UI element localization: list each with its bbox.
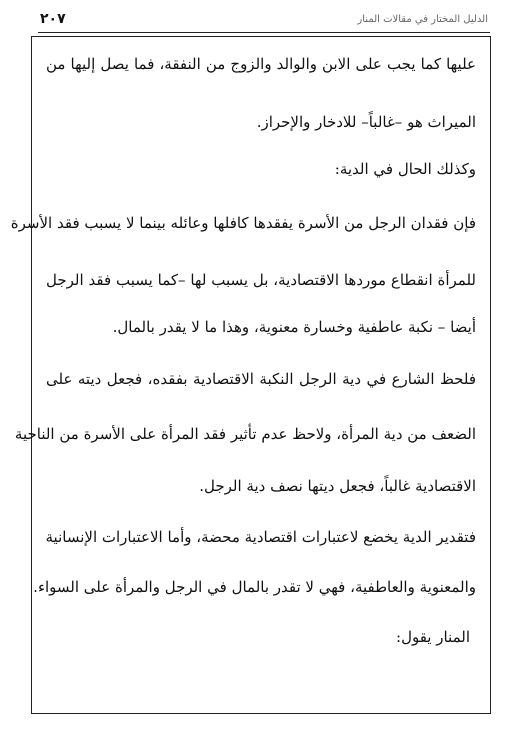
text-line-6: أيضا – نكبة عاطفية وخسارة معنوية، وهذا ما لا يقدر بالمال. — [112, 318, 476, 336]
text-line-9: الاقتصادية غالباً، فجعل ديتها نصف دية الرجل. — [199, 477, 476, 495]
running-title: الدليل المختار في مقالات المنار — [357, 14, 488, 25]
text-line-5: للمرأة انقطاع موردها الاقتصادية، بل يسبب لها –كما يسبب فقد الرجل — [46, 271, 476, 289]
text-line-11: والمعنوية والعاطفية، فهي لا تقدر بالمال في الرجل والمرأة على السواء. — [33, 578, 476, 596]
text-line-2: الميراث هو –غالباً– للادخار والإحراز. — [256, 113, 476, 131]
text-line-4: فإن فقدان الرجل من الأسرة يفقدها كافلها وعائله بينما لا يسبب فقد الأسرة — [10, 214, 476, 232]
section-heading: وكذلك الحال في الدية: — [334, 160, 476, 178]
text-line-1: عليها كما يجب على الابن والوالد والزوج من النفقة، فما يصل إليها من — [46, 55, 476, 73]
text-line-7: فلحظ الشارع في دية الرجل النكبة الاقتصادية بفقده، فجعل ديته على — [46, 370, 476, 388]
page-number: ٢٠٧ — [40, 11, 66, 27]
text-line-8: الضعف من دية المرأة، ولاحظ عدم تأثير فقد المرأة على الأسرة من الناحية — [14, 425, 476, 443]
closing-heading: المنار يقول: — [396, 628, 470, 646]
text-line-10: فتقدير الدية يخضع لاعتبارات اقتصادية محضة، وأما الاعتبارات الإنسانية — [45, 528, 476, 546]
page-header — [38, 8, 490, 33]
